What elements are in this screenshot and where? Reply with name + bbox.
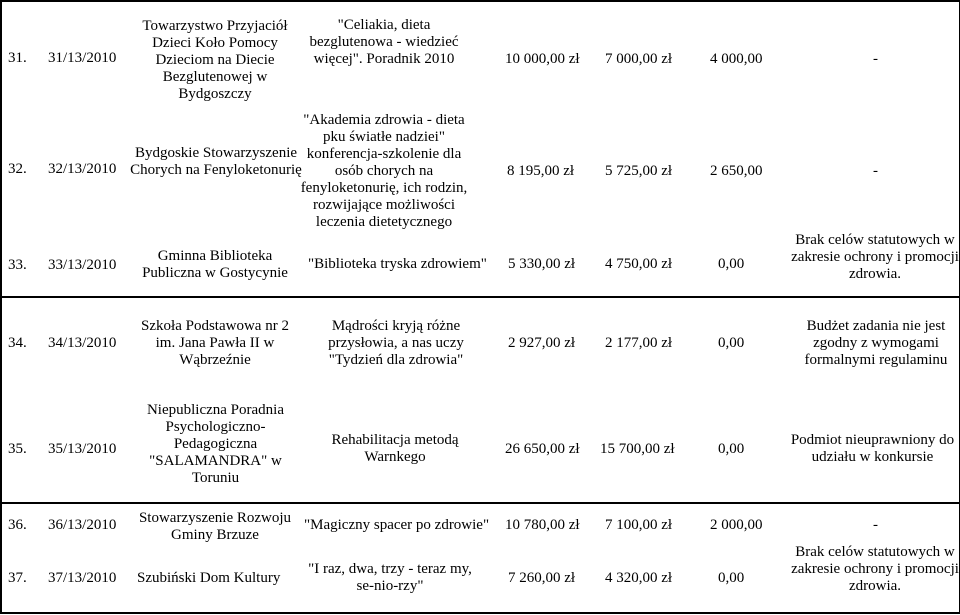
row-number: 37. (8, 570, 27, 586)
applicant-name: Bydgoskie Stowarzyszenie Chorych na Fenyloketonurię (130, 145, 302, 178)
total-cost: 7 260,00 zł (508, 570, 576, 586)
requested-amount: 15 700,00 zł (600, 441, 675, 457)
requested-amount: 2 177,00 zł (605, 335, 673, 351)
row-number: 36. (8, 517, 27, 533)
granted-amount: 0,00 (718, 570, 745, 586)
application-code: 33/13/2010 (48, 257, 117, 273)
total-cost: 2 927,00 zł (508, 335, 576, 351)
total-cost: 26 650,00 zł (505, 441, 580, 457)
row-number: 31. (8, 50, 27, 66)
project-title: Mądrości kryją różne przysłowia, a nas uczy "Tydzień dla zdrowia" (328, 318, 464, 368)
applicant-name: Towarzystwo Przyjaciół Dzieci Koło Pomocy Dzieciom na Diecie Bezglutenowej w Bydgoszczy (142, 18, 288, 102)
applicant-name: Gminna Biblioteka Publiczna w Gostycynie (142, 248, 288, 281)
application-code: 35/13/2010 (48, 441, 117, 457)
total-cost: 8 195,00 zł (507, 163, 575, 179)
remarks: - (873, 51, 878, 67)
row-number: 35. (8, 441, 27, 457)
applicant-name: Niepubliczna Poradnia Psychologiczno-Pedagogiczna "SALAMANDRA" w Toruniu (146, 402, 285, 486)
application-code: 34/13/2010 (48, 335, 117, 351)
project-title: "Magiczny spacer po zdrowie" (304, 517, 490, 533)
granted-amount: 0,00 (718, 256, 745, 272)
requested-amount: 4 320,00 zł (605, 570, 673, 586)
requested-amount: 5 725,00 zł (605, 163, 673, 179)
remarks: - (873, 163, 878, 179)
total-cost: 5 330,00 zł (508, 256, 576, 272)
row-divider (0, 502, 960, 504)
row-number: 32. (8, 161, 27, 177)
application-code: 37/13/2010 (48, 570, 117, 586)
requested-amount: 7 100,00 zł (605, 517, 673, 533)
table-border-bottom (0, 612, 960, 614)
remarks: - (873, 517, 878, 533)
application-code: 31/13/2010 (48, 50, 117, 66)
project-title: Rehabilitacja metodą Warnkego (331, 432, 459, 465)
project-title: "I raz, dwa, trzy - teraz my, se-nio-rzy" (308, 561, 472, 594)
remarks: Brak celów statutowych w zakresie ochrony i promocji zdrowia. (791, 544, 959, 594)
application-code: 32/13/2010 (48, 161, 117, 177)
granted-amount: 0,00 (718, 441, 745, 457)
column-divider (0, 0, 2, 614)
row-number: 33. (8, 257, 27, 273)
table-border-top (0, 0, 960, 2)
total-cost: 10 780,00 zł (505, 517, 580, 533)
row-number: 34. (8, 335, 27, 351)
applicant-name: Szubiński Dom Kultury (137, 570, 281, 586)
granted-amount: 0,00 (718, 335, 745, 351)
project-title: "Celiakia, dieta bezglutenowa - wiedzieć więcej". Poradnik 2010 (309, 17, 459, 67)
total-cost: 10 000,00 zł (505, 51, 580, 67)
granted-amount: 2 650,00 (710, 163, 763, 179)
applicant-name: Szkoła Podstawowa nr 2 im. Jana Pawła II w Wąbrzeźnie (141, 318, 289, 368)
remarks: Budżet zadania nie jest zgodny z wymogami formalnymi regulaminu (804, 318, 948, 368)
remarks: Brak celów statutowych w zakresie ochrony i promocji zdrowia. (791, 232, 959, 282)
row-divider (0, 296, 960, 298)
granted-amount: 2 000,00 (710, 517, 763, 533)
applicant-name: Stowarzyszenie Rozwoju Gminy Brzuze (138, 510, 292, 543)
remarks: Podmiot nieuprawniony do udziału w konkursie (790, 432, 955, 465)
granted-amount: 4 000,00 (710, 51, 763, 67)
application-code: 36/13/2010 (48, 517, 117, 533)
project-title: "Biblioteka tryska zdrowiem" (308, 256, 487, 272)
requested-amount: 7 000,00 zł (605, 51, 673, 67)
requested-amount: 4 750,00 zł (605, 256, 673, 272)
project-title: "Akademia zdrowia - dieta pku światłe nadziei" konferencja-szkolenie dla osób chorych na fenyloketonurię, ich rodzin, rozwijające możliwości leczenia dietetycznego (300, 112, 468, 230)
